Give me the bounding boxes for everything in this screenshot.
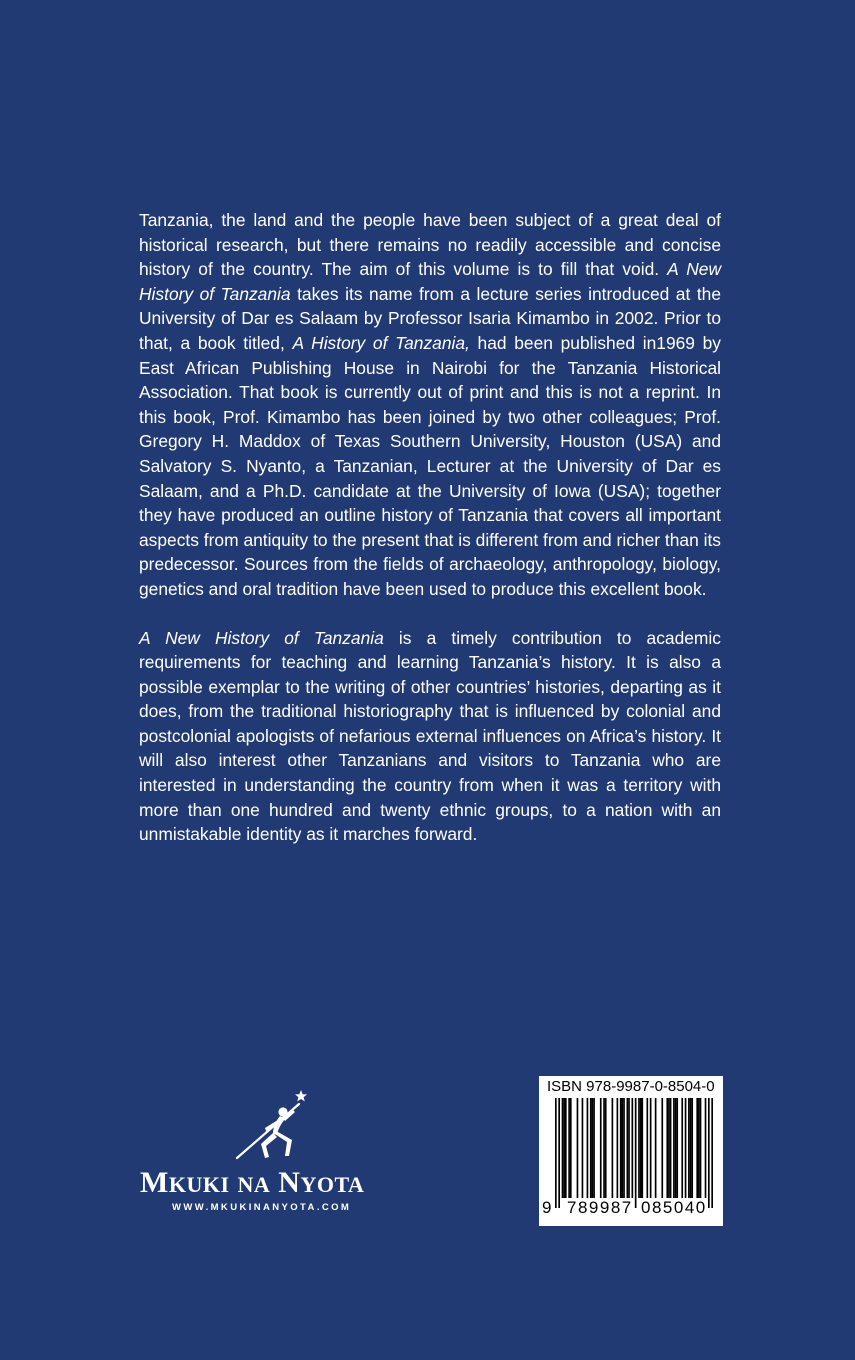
spear-thrower-star-icon	[225, 1088, 315, 1166]
barcode-bar	[666, 1098, 668, 1198]
barcode-bar	[603, 1098, 605, 1198]
barcode-bar	[600, 1098, 602, 1198]
barcode-bar	[696, 1098, 698, 1198]
barcode-bar	[605, 1098, 607, 1198]
publisher-name: MKUKI NA NYOTA	[140, 1166, 365, 1199]
barcode-bar	[562, 1098, 564, 1198]
barcode-bar	[685, 1098, 687, 1198]
barcode-bar	[711, 1098, 713, 1208]
barcode-bar	[628, 1098, 630, 1198]
barcode-bar	[635, 1098, 637, 1208]
barcode-bar	[691, 1098, 693, 1198]
ean-left-digits: 789987	[567, 1198, 633, 1217]
barcode-bar	[641, 1098, 643, 1198]
barcode-bar	[655, 1098, 657, 1198]
barcode-bar	[568, 1098, 570, 1198]
isbn-barcode	[539, 1076, 723, 1226]
barcode-bar	[646, 1098, 648, 1198]
barcode-bar	[632, 1098, 634, 1208]
blurb-paragraph-2	[139, 626, 721, 847]
barcode-bar	[577, 1098, 579, 1198]
publisher-logo	[140, 1088, 425, 1218]
blurb-paragraph-1	[139, 208, 721, 602]
barcode-bar	[675, 1098, 677, 1198]
isbn-label: ISBN 978-9987-0-8504-0	[547, 1078, 715, 1095]
barcode-bar	[620, 1098, 622, 1198]
barcode-bar	[681, 1098, 683, 1198]
barcode-bar	[661, 1098, 663, 1198]
barcode-bar	[570, 1098, 572, 1198]
book-title-italic: A New History of Tanzania	[139, 627, 384, 648]
barcode-bar	[612, 1098, 614, 1198]
barcode-bar	[688, 1098, 690, 1198]
blurb-text: is a timely contribution to academic requirements for teaching and learning Tanzania’s history. It is also a possible exemplar to the writing of other countries’ histories, departing as it does, from the traditional historiography that is influenced by colonial and postcolonial apologists of nefarious external influences on Africa’s history. It will also interest other Tanzanians and visitors to Tanzania who are interested in understanding the country from when it was a territory with more than one hundred and twenty ethnic groups, to a nation with an unmistakable identity as it marches forward.	[139, 627, 721, 845]
barcode-bar	[640, 1098, 642, 1198]
barcode-bar	[670, 1098, 672, 1198]
back-cover-blurb	[139, 208, 721, 847]
barcode-bar	[590, 1098, 592, 1198]
barcode-bar	[563, 1098, 565, 1198]
barcode-bar	[708, 1098, 710, 1208]
barcode-bar	[593, 1098, 595, 1198]
barcode-bar	[622, 1098, 624, 1198]
barcode-bar	[676, 1098, 678, 1198]
barcode-bar	[617, 1098, 619, 1198]
publisher-url: WWW.MKUKINANYOTA.COM	[172, 1202, 352, 1213]
barcode-bar	[565, 1098, 567, 1198]
barcode-bar	[555, 1098, 557, 1208]
barcode-bar	[705, 1098, 707, 1198]
book-title-italic: A History of Tanzania,	[292, 332, 470, 353]
barcode-bar	[582, 1098, 584, 1198]
barcode-bar	[638, 1098, 640, 1198]
barcode-bar	[558, 1098, 560, 1208]
barcode-bar	[673, 1098, 675, 1198]
barcode-bar	[592, 1098, 594, 1198]
barcode-bar	[690, 1098, 692, 1198]
barcode-bar	[700, 1098, 702, 1198]
ean-right-digits: 085040	[641, 1198, 707, 1217]
blurb-text: takes its name from a lecture series introduced at the University of Dar es Salaam by Professor Isaria Kimambo in 2002. Prior to that, a book titled,	[139, 283, 721, 353]
book-title-italic: A New History of Tanzania	[139, 259, 721, 304]
barcode-bar	[627, 1098, 629, 1198]
blurb-text: Tanzania, the land and the people have been subject of a great deal of historical research, but there remains no readily accessible and concise history of the country. The aim of this volume is to fill that void.	[139, 210, 721, 280]
barcode-bar	[698, 1098, 700, 1198]
blurb-text: had been published in1969 by East African Publishing House in Nairobi for the Tanzania Historical Association. That book is currently out of print and this is not a reprint. In this book, Prof. Kimambo has been joined by two other colleagues; Prof. Gregory H. Maddox of Texas Southern University, Houston (USA) and Salvatory S. Nyanto, a Tanzanian, Lecturer at the University of Dar es Salaam, and a Ph.D. candidate at the University of Iowa (USA); together they have produced an outline history of Tanzania that covers all important aspects from antiquity to the present that is different from and richer than its predecessor. Sources from the fields of archaeology, anthropology, biology, genetics and oral tradition have been used to produce this excellent book.	[139, 332, 721, 599]
barcode-bar	[587, 1098, 589, 1198]
barcode-bar	[623, 1098, 625, 1198]
ean-first-digit: 9	[542, 1198, 552, 1217]
barcode-bar	[650, 1098, 652, 1198]
barcode-bar	[668, 1098, 670, 1198]
barcode-bars	[555, 1098, 713, 1208]
